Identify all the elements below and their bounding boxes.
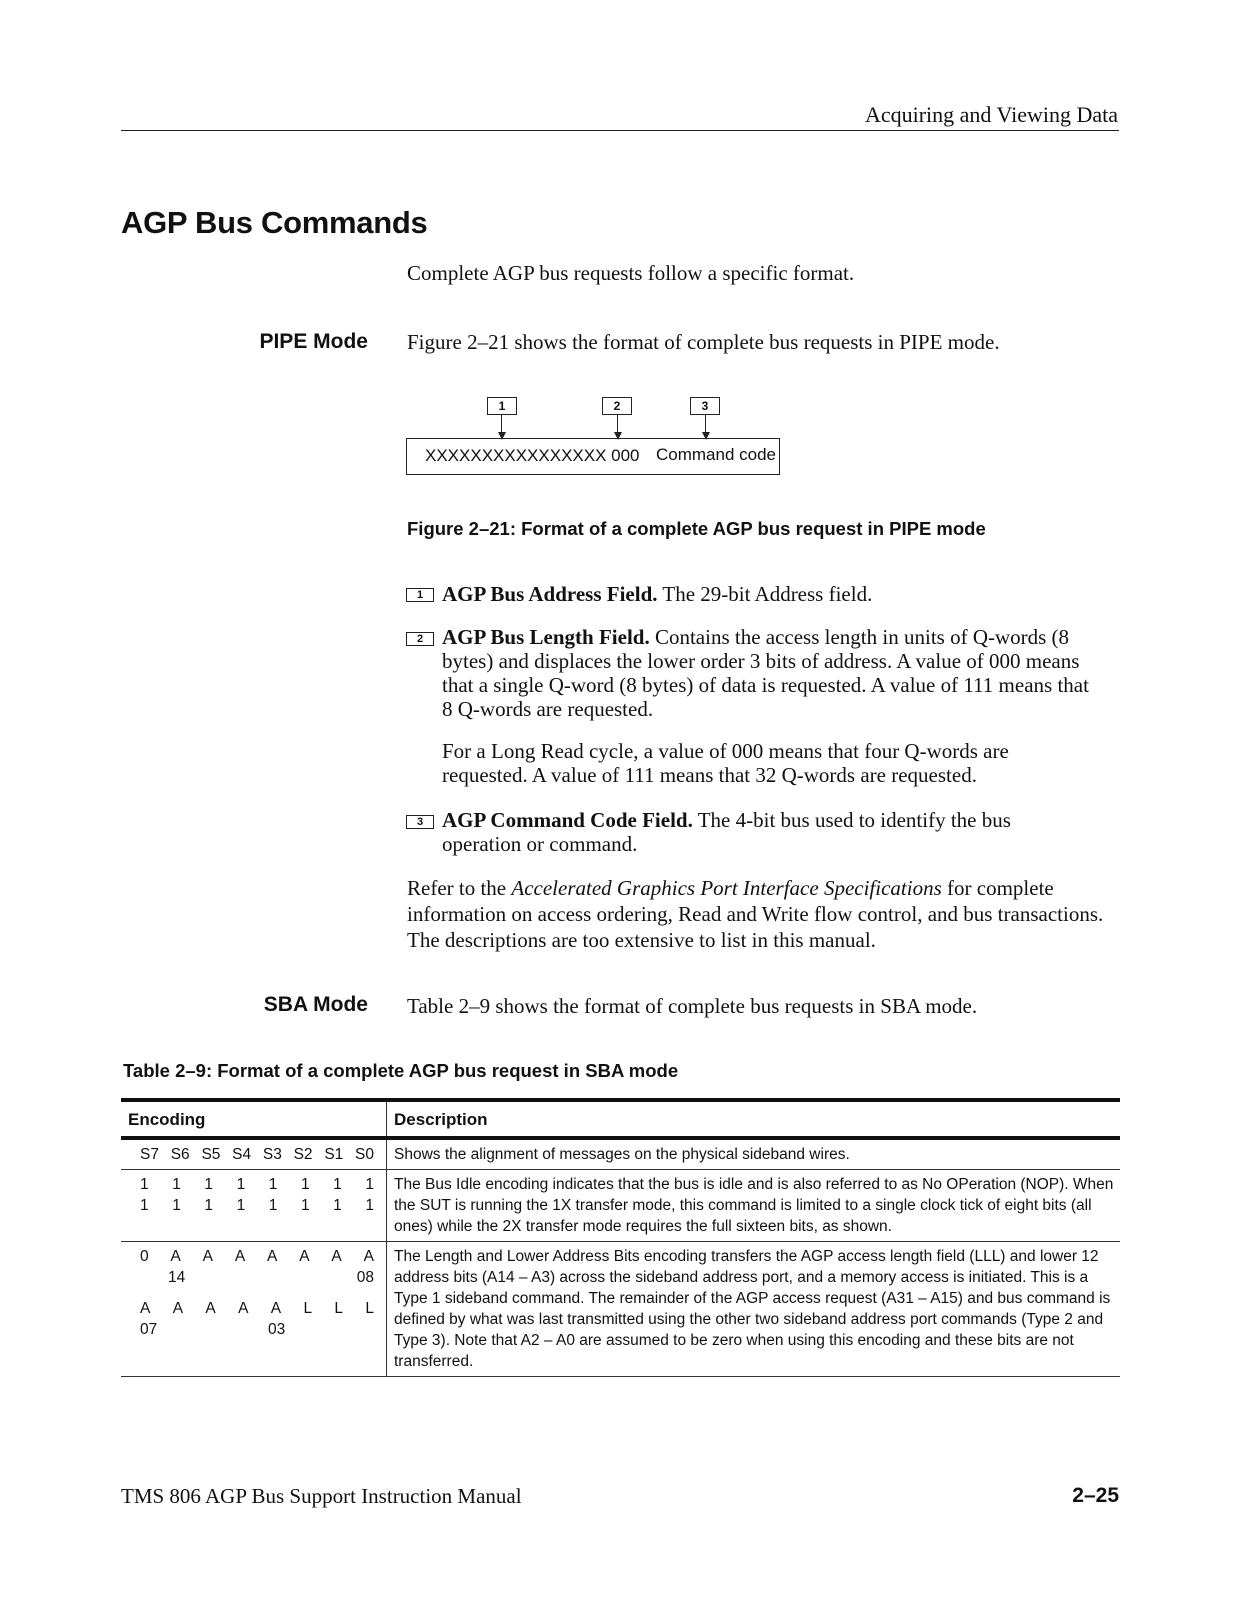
encoding-bit: A [270, 1300, 282, 1317]
table-caption: Table 2–9: Format of a complete AGP bus request in SBA mode [123, 1060, 679, 1081]
item-text: Contains the access length in units of Q-words (8 bytes) and displaces the lower order 3 bits of address. A value of 000 means that a single Q-word (8 bytes) of data is requested. A value of 111 means that 8 Q-words are requested. [442, 625, 1089, 721]
encoding-bit: S1 [324, 1146, 344, 1163]
encoding-bit: L [365, 1300, 374, 1317]
item-text: The 4-bit bus used to identify the bus operation or command. [442, 808, 1011, 856]
encoding-cell [121, 1242, 387, 1377]
encoding-bit: 1 [300, 1176, 310, 1193]
encoding-bit: A [267, 1248, 278, 1265]
pipe-format-figure [380, 390, 800, 490]
encoding-bit: 1 [268, 1176, 278, 1193]
intro-paragraph: Complete AGP bus requests follow a specific format. [407, 261, 855, 285]
encoding-bit: A [238, 1300, 249, 1317]
encoding-bit: 1 [300, 1197, 310, 1214]
encoding-bit: A [363, 1248, 374, 1265]
footer-manual-title: TMS 806 AGP Bus Support Instruction Manual [121, 1484, 522, 1508]
item-length-field [442, 625, 1092, 721]
encoding-bit: A [331, 1248, 342, 1265]
encoding-bit: A [299, 1248, 310, 1265]
item-term: AGP Bus Address Field. [442, 582, 658, 606]
table-row [121, 1170, 1120, 1242]
running-header: Acquiring and Viewing Data [864, 102, 1118, 127]
encoding-line [128, 1144, 380, 1165]
encoding-bit: 0 [140, 1248, 149, 1265]
page-number: 2–25 [1072, 1484, 1119, 1507]
encoding-bit: A [202, 1248, 213, 1265]
table-row [121, 1242, 1120, 1377]
column-header-description: Description [387, 1100, 1121, 1138]
table-header-row [121, 1100, 1120, 1138]
encoding-bit: 1 [365, 1176, 374, 1193]
page-title: AGP Bus Commands [121, 205, 428, 240]
encoding-bit: S3 [262, 1146, 282, 1163]
item-term: AGP Command Code Field. [442, 808, 693, 832]
encoding-bit: 1 [172, 1176, 181, 1193]
item-address-field [442, 582, 1112, 606]
item-text: The 29-bit Address field. [657, 582, 873, 606]
figure-callout-2: 2 [602, 397, 632, 415]
encoding-line [128, 1298, 380, 1319]
encoding-line [128, 1195, 380, 1216]
item-number-2: 2 [406, 632, 434, 646]
encoding-subscript: 03 [268, 1321, 286, 1338]
encoding-line [128, 1174, 380, 1195]
encoding-bit: 1 [236, 1197, 246, 1214]
encoding-bit: A [170, 1248, 181, 1265]
address-length-field: XXXXXXXXXXXXXXXX 000 [425, 446, 640, 465]
encoding-bit: 1 [333, 1197, 342, 1214]
refer-text-start: Refer to the [407, 876, 512, 900]
encoding-bit: A [172, 1300, 184, 1317]
encoding-bit: S7 [140, 1146, 159, 1163]
description-cell: Shows the alignment of messages on the physical sideband wires. [387, 1138, 1121, 1170]
encoding-subscripts [128, 1267, 380, 1288]
encoding-bit: S0 [355, 1146, 374, 1163]
encoding-bit: 1 [268, 1197, 278, 1214]
reference-paragraph [407, 875, 1107, 953]
description-cell: The Bus Idle encoding indicates that the bus is idle and is also referred to as No OPeration (NOP). When the SUT is running the 1X transfer mode, this command is limited to a single clock tick of eight bits (all ones) while the 2X transfer mode requires the full sixteen bits, as shown. [387, 1170, 1121, 1242]
encoding-bit: A [205, 1300, 216, 1317]
item-term: AGP Bus Length Field. [442, 625, 650, 649]
item-number-3: 3 [406, 815, 434, 829]
item-number-1: 1 [406, 588, 434, 602]
spec-title: Accelerated Graphics Port Interface Specifications [511, 876, 942, 900]
encoding-bit: 1 [204, 1197, 213, 1214]
encoding-subscript: 14 [168, 1269, 186, 1286]
encoding-line [128, 1246, 380, 1267]
description-cell: The Length and Lower Address Bits encoding transfers the AGP access length field (LLL) and lower 12 address bits (A14 – A3) across the sideband address port, and a memory access is initiated. This is a Type 1 sideband command. The remainder of the AGP access request (A31 – A15) and bus command is defined by what was last transmitted using the other two sideband address port commands (Type 2 and Type 3). Note that A2 – A0 are assumed to be zero when using this encoding and these bits are not transferred. [387, 1242, 1121, 1377]
item-command-code-field [442, 808, 1092, 856]
encoding-bit: S4 [232, 1146, 252, 1163]
sba-mode-heading: SBA Mode [263, 993, 368, 1016]
encoding-bit: S2 [293, 1146, 313, 1163]
encoding-bit: S5 [201, 1146, 221, 1163]
column-header-encoding: Encoding [121, 1100, 387, 1138]
encoding-subscript: 07 [140, 1321, 158, 1338]
item-length-extra: For a Long Read cycle, a value of 000 means that four Q-words are requested. A value of 111 means that 32 Q-words are requested. [442, 739, 1009, 787]
encoding-bit: L [303, 1300, 313, 1317]
refer-text-end: for complete information on access ordering, Read and Write flow control, and bus transactions. The descriptions are too extensive to list in this manual. [407, 876, 1104, 952]
pipe-mode-heading: PIPE Mode [259, 330, 368, 353]
encoding-bit: S6 [170, 1146, 190, 1163]
encoding-subscript: 08 [356, 1269, 374, 1286]
figure-callout-3: 3 [690, 397, 720, 415]
encoding-bit: 1 [140, 1197, 149, 1214]
encoding-bit: 1 [204, 1176, 213, 1193]
sba-mode-text: Table 2–9 shows the format of complete bus requests in SBA mode. [407, 994, 978, 1018]
encoding-cell [121, 1138, 387, 1170]
figure-callout-1: 1 [487, 397, 517, 415]
command-code-field: Command code [656, 445, 777, 464]
header-rule [121, 130, 1119, 131]
pipe-mode-text: Figure 2–21 shows the format of complete bus requests in PIPE mode. [407, 330, 1000, 354]
encoding-bit: 1 [236, 1176, 246, 1193]
encoding-bit: 1 [140, 1176, 149, 1193]
request-format-box [406, 438, 780, 475]
encoding-bit: 1 [333, 1176, 342, 1193]
figure-caption: Figure 2–21: Format of a complete AGP bus request in PIPE mode [407, 518, 986, 539]
table-row [121, 1138, 1120, 1170]
encoding-bit: A [140, 1300, 151, 1317]
encoding-bit: 1 [172, 1197, 181, 1214]
encoding-subscripts [128, 1319, 380, 1340]
encoding-bit: L [334, 1300, 344, 1317]
encoding-bit: 1 [365, 1197, 374, 1214]
sba-format-table [121, 1098, 1120, 1377]
encoding-cell [121, 1170, 387, 1242]
encoding-bit: A [234, 1248, 246, 1265]
